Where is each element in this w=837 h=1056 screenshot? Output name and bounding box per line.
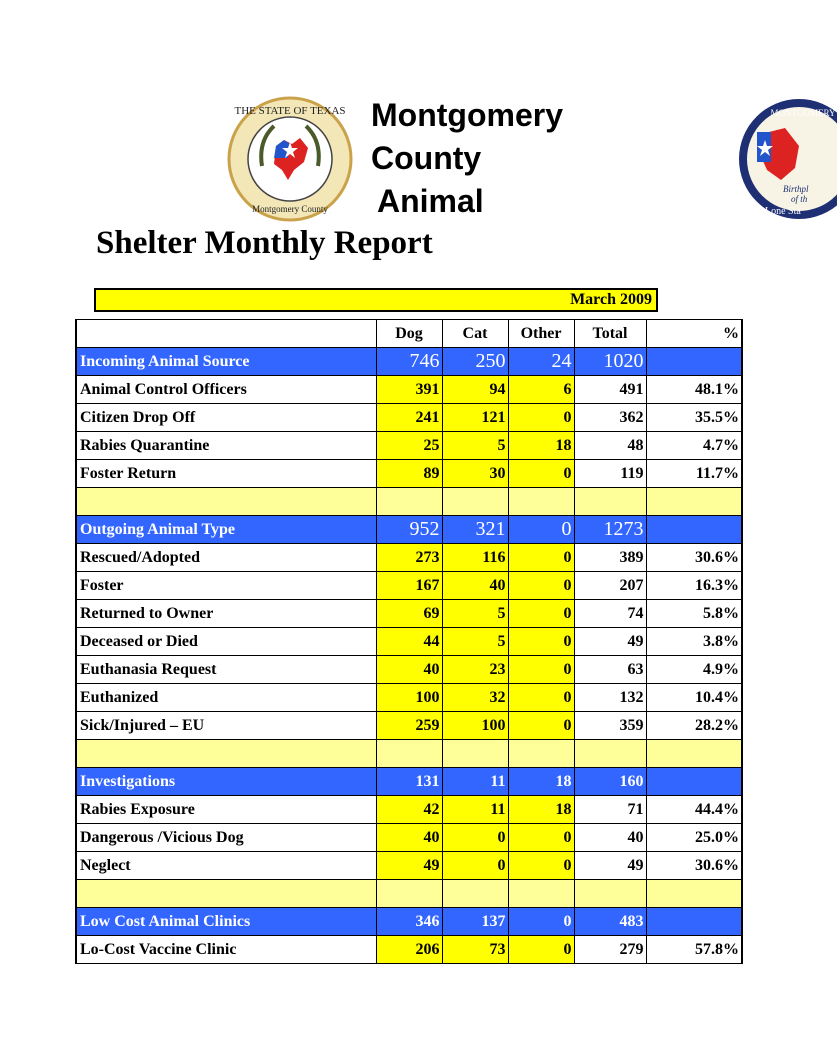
table-row — [76, 656, 742, 684]
table-row — [76, 824, 742, 852]
total-count: 71 — [574, 796, 646, 824]
spacer-cell — [76, 488, 376, 516]
other-count: 0 — [508, 628, 574, 656]
spacer-cell — [574, 740, 646, 768]
dog-count: 42 — [376, 796, 442, 824]
section-total-cat: 11 — [442, 768, 508, 796]
section-total-percent — [646, 516, 742, 544]
cat-count: 0 — [442, 824, 508, 852]
dog-count: 69 — [376, 600, 442, 628]
svg-text:THE STATE OF TEXAS: THE STATE OF TEXAS — [234, 105, 346, 117]
column-header-other: Other — [508, 320, 574, 348]
spacer-cell — [442, 740, 508, 768]
section-total-all: 160 — [574, 768, 646, 796]
table-row — [76, 600, 742, 628]
total-count: 491 — [574, 376, 646, 404]
row-label: Rescued/Adopted — [76, 544, 376, 572]
other-count: 0 — [508, 936, 574, 964]
percent-value: 5.8% — [646, 600, 742, 628]
row-label: Foster Return — [76, 460, 376, 488]
montgomery-county-seal-logo — [737, 96, 837, 222]
table-row — [76, 376, 742, 404]
section-total-all: 1020 — [574, 348, 646, 376]
other-count: 0 — [508, 824, 574, 852]
table-row — [76, 852, 742, 880]
other-count: 0 — [508, 852, 574, 880]
section-total-dog: 131 — [376, 768, 442, 796]
svg-text:of th: of th — [791, 194, 808, 204]
table-row — [76, 404, 742, 432]
cat-count: 121 — [442, 404, 508, 432]
row-label: Euthanized — [76, 684, 376, 712]
dog-count: 206 — [376, 936, 442, 964]
spacer-cell — [508, 488, 574, 516]
row-label: Rabies Quarantine — [76, 432, 376, 460]
cat-count: 0 — [442, 852, 508, 880]
spacer-cell — [646, 740, 742, 768]
report-title-line-2: County — [371, 140, 482, 176]
section-total-dog: 746 — [376, 348, 442, 376]
svg-text:Lone Sta: Lone Sta — [765, 206, 801, 217]
spacer-cell — [508, 740, 574, 768]
spacer-cell — [442, 488, 508, 516]
report-title-line-4: Shelter Monthly Report — [96, 225, 433, 261]
cat-count: 5 — [442, 600, 508, 628]
section-total-dog: 346 — [376, 908, 442, 936]
dog-count: 40 — [376, 656, 442, 684]
report-title-line-3: Animal — [377, 183, 484, 219]
table-row — [76, 432, 742, 460]
section-title: Outgoing Animal Type — [76, 516, 376, 544]
texas-state-seal-logo — [222, 96, 358, 222]
percent-value: 44.4% — [646, 796, 742, 824]
section-title: Investigations — [76, 768, 376, 796]
table-row — [76, 796, 742, 824]
total-count: 207 — [574, 572, 646, 600]
table-header-row — [76, 320, 742, 348]
section-total-all: 483 — [574, 908, 646, 936]
other-count: 0 — [508, 684, 574, 712]
total-count: 48 — [574, 432, 646, 460]
other-count: 0 — [508, 460, 574, 488]
percent-value: 4.7% — [646, 432, 742, 460]
spacer-row — [76, 880, 742, 908]
dog-count: 273 — [376, 544, 442, 572]
dog-count: 100 — [376, 684, 442, 712]
spacer-cell — [376, 488, 442, 516]
percent-value: 30.6% — [646, 852, 742, 880]
row-label: Dangerous /Vicious Dog — [76, 824, 376, 852]
dog-count: 89 — [376, 460, 442, 488]
report-period: March 2009 — [94, 288, 658, 312]
row-label: Animal Control Officers — [76, 376, 376, 404]
total-count: 49 — [574, 628, 646, 656]
percent-value: 11.7% — [646, 460, 742, 488]
table-row — [76, 572, 742, 600]
spacer-row — [76, 740, 742, 768]
section-header-row — [76, 348, 742, 376]
section-total-other: 24 — [508, 348, 574, 376]
total-count: 40 — [574, 824, 646, 852]
table-row — [76, 460, 742, 488]
percent-value: 16.3% — [646, 572, 742, 600]
section-title: Incoming Animal Source — [76, 348, 376, 376]
cat-count: 94 — [442, 376, 508, 404]
total-count: 362 — [574, 404, 646, 432]
row-label: Citizen Drop Off — [76, 404, 376, 432]
section-title: Low Cost Animal Clinics — [76, 908, 376, 936]
spacer-cell — [376, 740, 442, 768]
total-count: 74 — [574, 600, 646, 628]
column-header-dog: Dog — [376, 320, 442, 348]
row-label: Deceased or Died — [76, 628, 376, 656]
dog-count: 44 — [376, 628, 442, 656]
column-header-total: Total — [574, 320, 646, 348]
svg-text:MONTGOMERY: MONTGOMERY — [770, 108, 836, 118]
percent-value: 48.1% — [646, 376, 742, 404]
section-total-dog: 952 — [376, 516, 442, 544]
spacer-cell — [508, 880, 574, 908]
section-header-row — [76, 908, 742, 936]
section-total-all: 1273 — [574, 516, 646, 544]
total-count: 63 — [574, 656, 646, 684]
other-count: 0 — [508, 600, 574, 628]
percent-value: 25.0% — [646, 824, 742, 852]
table-row — [76, 628, 742, 656]
section-total-other: 18 — [508, 768, 574, 796]
other-count: 0 — [508, 544, 574, 572]
other-count: 18 — [508, 432, 574, 460]
percent-value: 3.8% — [646, 628, 742, 656]
cat-count: 5 — [442, 628, 508, 656]
cat-count: 5 — [442, 432, 508, 460]
spacer-row — [76, 488, 742, 516]
table-row — [76, 712, 742, 740]
spacer-cell — [646, 880, 742, 908]
cat-count: 23 — [442, 656, 508, 684]
dog-count: 241 — [376, 404, 442, 432]
total-count: 359 — [574, 712, 646, 740]
table-row — [76, 684, 742, 712]
cat-count: 73 — [442, 936, 508, 964]
cat-count: 32 — [442, 684, 508, 712]
dog-count: 40 — [376, 824, 442, 852]
other-count: 6 — [508, 376, 574, 404]
other-count: 0 — [508, 712, 574, 740]
report-table-body — [76, 320, 742, 964]
spacer-cell — [646, 488, 742, 516]
section-header-row — [76, 768, 742, 796]
percent-value: 35.5% — [646, 404, 742, 432]
svg-text:Montgomery County: Montgomery County — [252, 204, 328, 214]
section-header-row — [76, 516, 742, 544]
row-label: Rabies Exposure — [76, 796, 376, 824]
other-count: 0 — [508, 656, 574, 684]
spacer-cell — [442, 880, 508, 908]
percent-value: 30.6% — [646, 544, 742, 572]
cat-count: 30 — [442, 460, 508, 488]
row-label: Euthanasia Request — [76, 656, 376, 684]
spacer-cell — [574, 488, 646, 516]
svg-text:Birthpl: Birthpl — [783, 184, 809, 194]
table-row — [76, 936, 742, 964]
total-count: 279 — [574, 936, 646, 964]
percent-value: 4.9% — [646, 656, 742, 684]
total-count: 389 — [574, 544, 646, 572]
other-count: 0 — [508, 404, 574, 432]
row-label: Foster — [76, 572, 376, 600]
section-total-percent — [646, 348, 742, 376]
cat-count: 40 — [442, 572, 508, 600]
total-count: 119 — [574, 460, 646, 488]
section-total-cat: 321 — [442, 516, 508, 544]
percent-value: 10.4% — [646, 684, 742, 712]
dog-count: 391 — [376, 376, 442, 404]
report-title-line-1: Montgomery — [371, 97, 563, 133]
header-blank-cell — [76, 320, 376, 348]
row-label: Neglect — [76, 852, 376, 880]
section-total-cat: 137 — [442, 908, 508, 936]
monthly-report-table — [75, 319, 743, 964]
dog-count: 25 — [376, 432, 442, 460]
column-header-cat: Cat — [442, 320, 508, 348]
column-header-percent: % — [646, 320, 742, 348]
spacer-cell — [76, 880, 376, 908]
section-total-percent — [646, 908, 742, 936]
section-total-percent — [646, 768, 742, 796]
row-label: Returned to Owner — [76, 600, 376, 628]
dog-count: 49 — [376, 852, 442, 880]
total-count: 49 — [574, 852, 646, 880]
dog-count: 259 — [376, 712, 442, 740]
percent-value: 28.2% — [646, 712, 742, 740]
spacer-cell — [376, 880, 442, 908]
total-count: 132 — [574, 684, 646, 712]
row-label: Sick/Injured – EU — [76, 712, 376, 740]
other-count: 0 — [508, 572, 574, 600]
spacer-cell — [76, 740, 376, 768]
section-total-other: 0 — [508, 908, 574, 936]
cat-count: 100 — [442, 712, 508, 740]
percent-value: 57.8% — [646, 936, 742, 964]
row-label: Lo-Cost Vaccine Clinic — [76, 936, 376, 964]
section-total-other: 0 — [508, 516, 574, 544]
cat-count: 11 — [442, 796, 508, 824]
spacer-cell — [574, 880, 646, 908]
table-row — [76, 544, 742, 572]
other-count: 18 — [508, 796, 574, 824]
section-total-cat: 250 — [442, 348, 508, 376]
cat-count: 116 — [442, 544, 508, 572]
dog-count: 167 — [376, 572, 442, 600]
